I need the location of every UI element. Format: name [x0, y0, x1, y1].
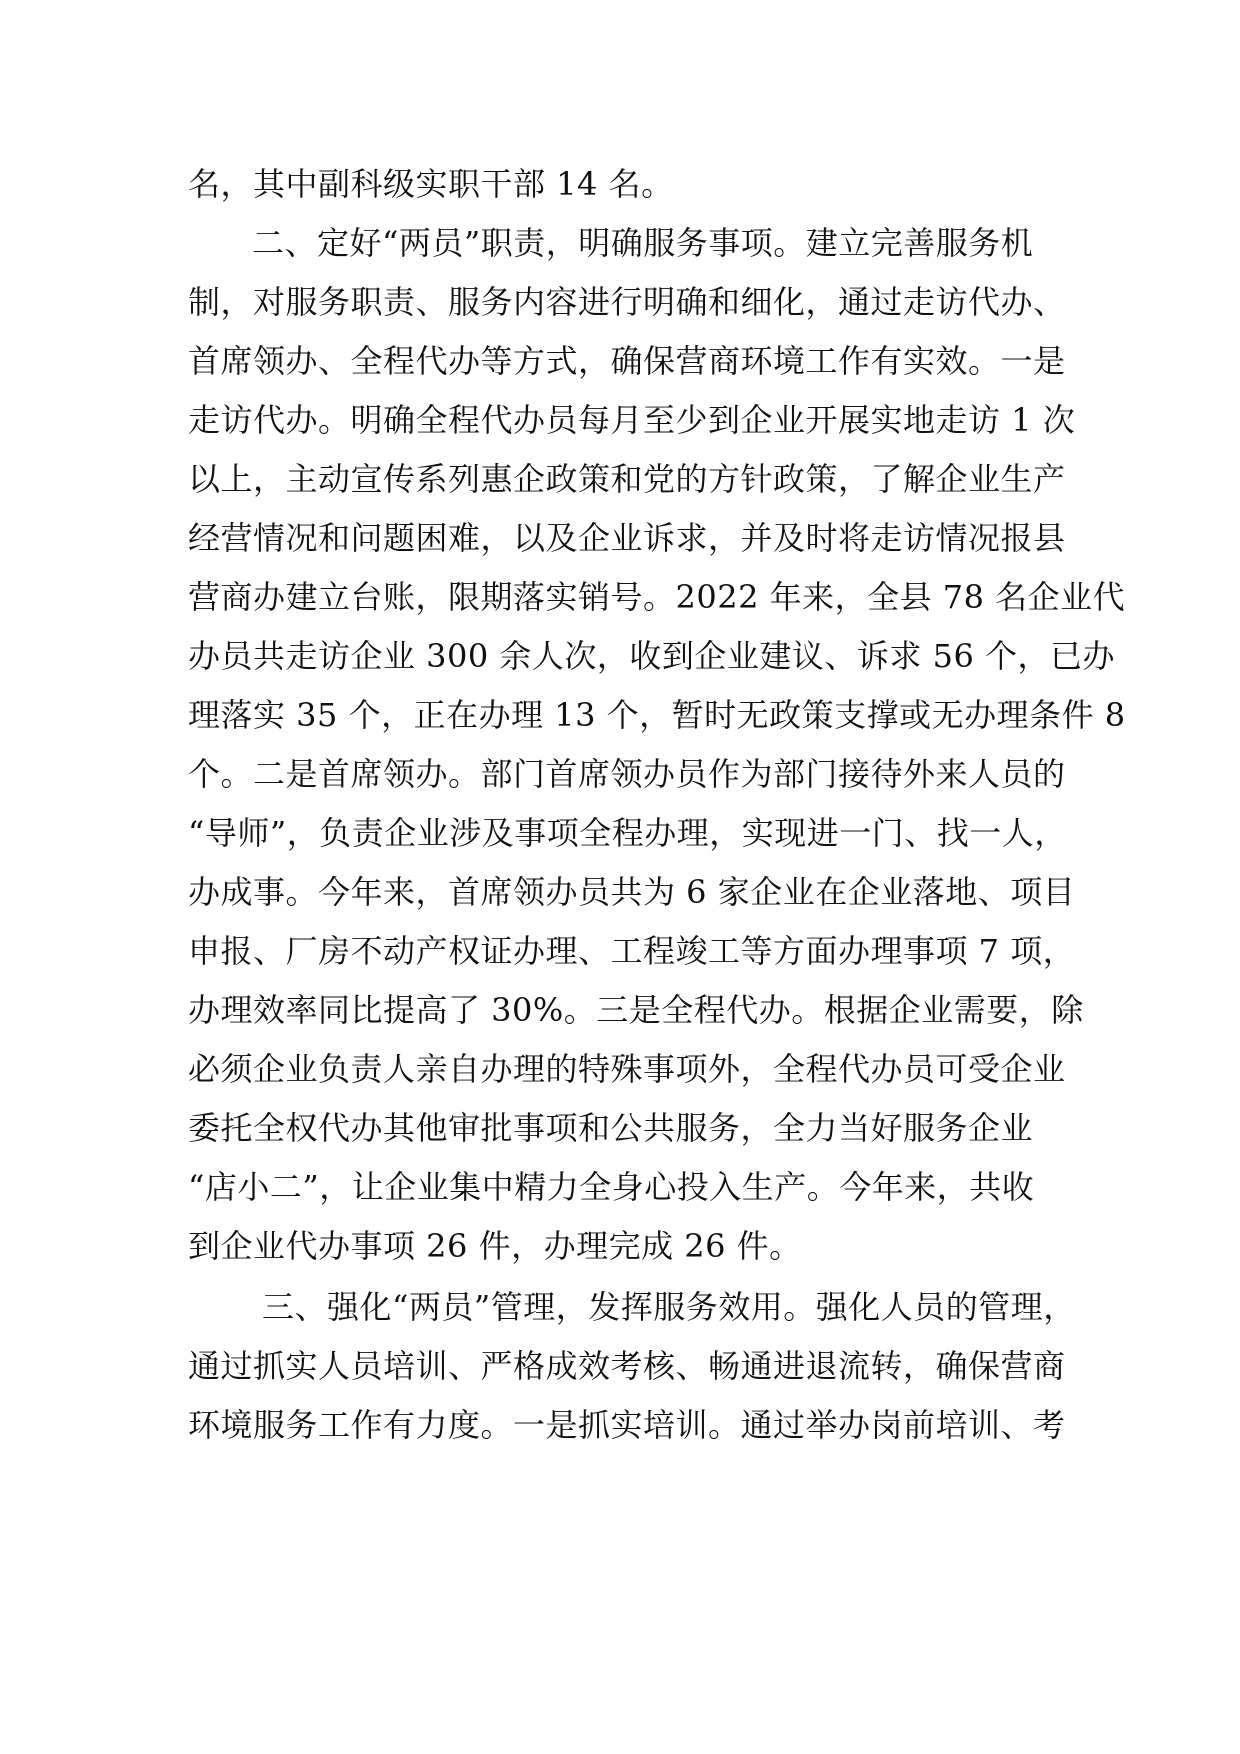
paragraph-line-1: 名，其中副科级实职干部 14 名。: [188, 165, 674, 203]
paragraph-line-5: 走访代办。明确全程代办员每月至少到企业开展实地走访 1 次: [188, 401, 1076, 439]
paragraph-line-4: 首席领办、全程代办等方式，确保营商环境工作有实效。一是: [188, 342, 1066, 380]
paragraph-line-11: 个。二是首席领办。部门首席领办员作为部门接待外来人员的: [188, 755, 1066, 793]
paragraph-line-19: 到企业代办事项 26 件，办理完成 26 件。: [188, 1227, 802, 1265]
paragraph-line-17: 委托全权代办其他审批事项和公共服务，全力当好服务企业: [188, 1109, 1034, 1147]
paragraph-line-18: “店小二”，让企业集中精力全身心投入生产。今年来，共收: [188, 1168, 1035, 1206]
paragraph-line-7: 经营情况和问题困难，以及企业诉求，并及时将走访情况报县: [188, 519, 1066, 557]
paragraph-line-15: 办理效率同比提高了 30%。三是全程代办。根据企业需要，除: [188, 991, 1084, 1029]
paragraph-line-10: 理落实 35 个，正在办理 13 个，暂时无政策支撑或无办理条件 8: [188, 696, 1126, 734]
paragraph-line-13: 办成事。今年来，首席领办员共为 6 家企业在企业落地、项目: [188, 873, 1076, 911]
paragraph-line-6: 以上，主动宣传系列惠企政策和党的方针政策，了解企业生产: [188, 460, 1066, 498]
paragraph-line-9: 办员共走访企业 300 余人次，收到企业建议、诉求 56 个，已办: [188, 637, 1115, 675]
paragraph-line-14: 申报、厂房不动产权证办理、工程竣工等方面办理事项 7 项，: [188, 932, 1076, 970]
paragraph-line-8: 营商办建立台账，限期落实销号。2022 年来，全县 78 名企业代: [188, 578, 1126, 616]
section-heading-2: 二、定好“两员”职责，明确服务事项。建立完善服务机: [252, 224, 1034, 262]
paragraph-line-12: “导师”，负责企业涉及事项全程办理，实现进一门、找一人，: [188, 814, 1067, 852]
section-heading-3: 三、强化“两员”管理，发挥服务效用。强化人员的管理，: [262, 1288, 1076, 1326]
paragraph-line-21: 通过抓实人员培训、严格成效考核、畅通进退流转，确保营商: [188, 1347, 1066, 1385]
paragraph-line-3: 制，对服务职责、服务内容进行明确和细化，通过走访代办、: [188, 283, 1066, 321]
paragraph-line-22: 环境服务工作有力度。一是抓实培训。通过举办岗前培训、考: [188, 1406, 1066, 1444]
paragraph-line-16: 必须企业负责人亲自办理的特殊事项外，全程代办员可受企业: [188, 1050, 1066, 1088]
